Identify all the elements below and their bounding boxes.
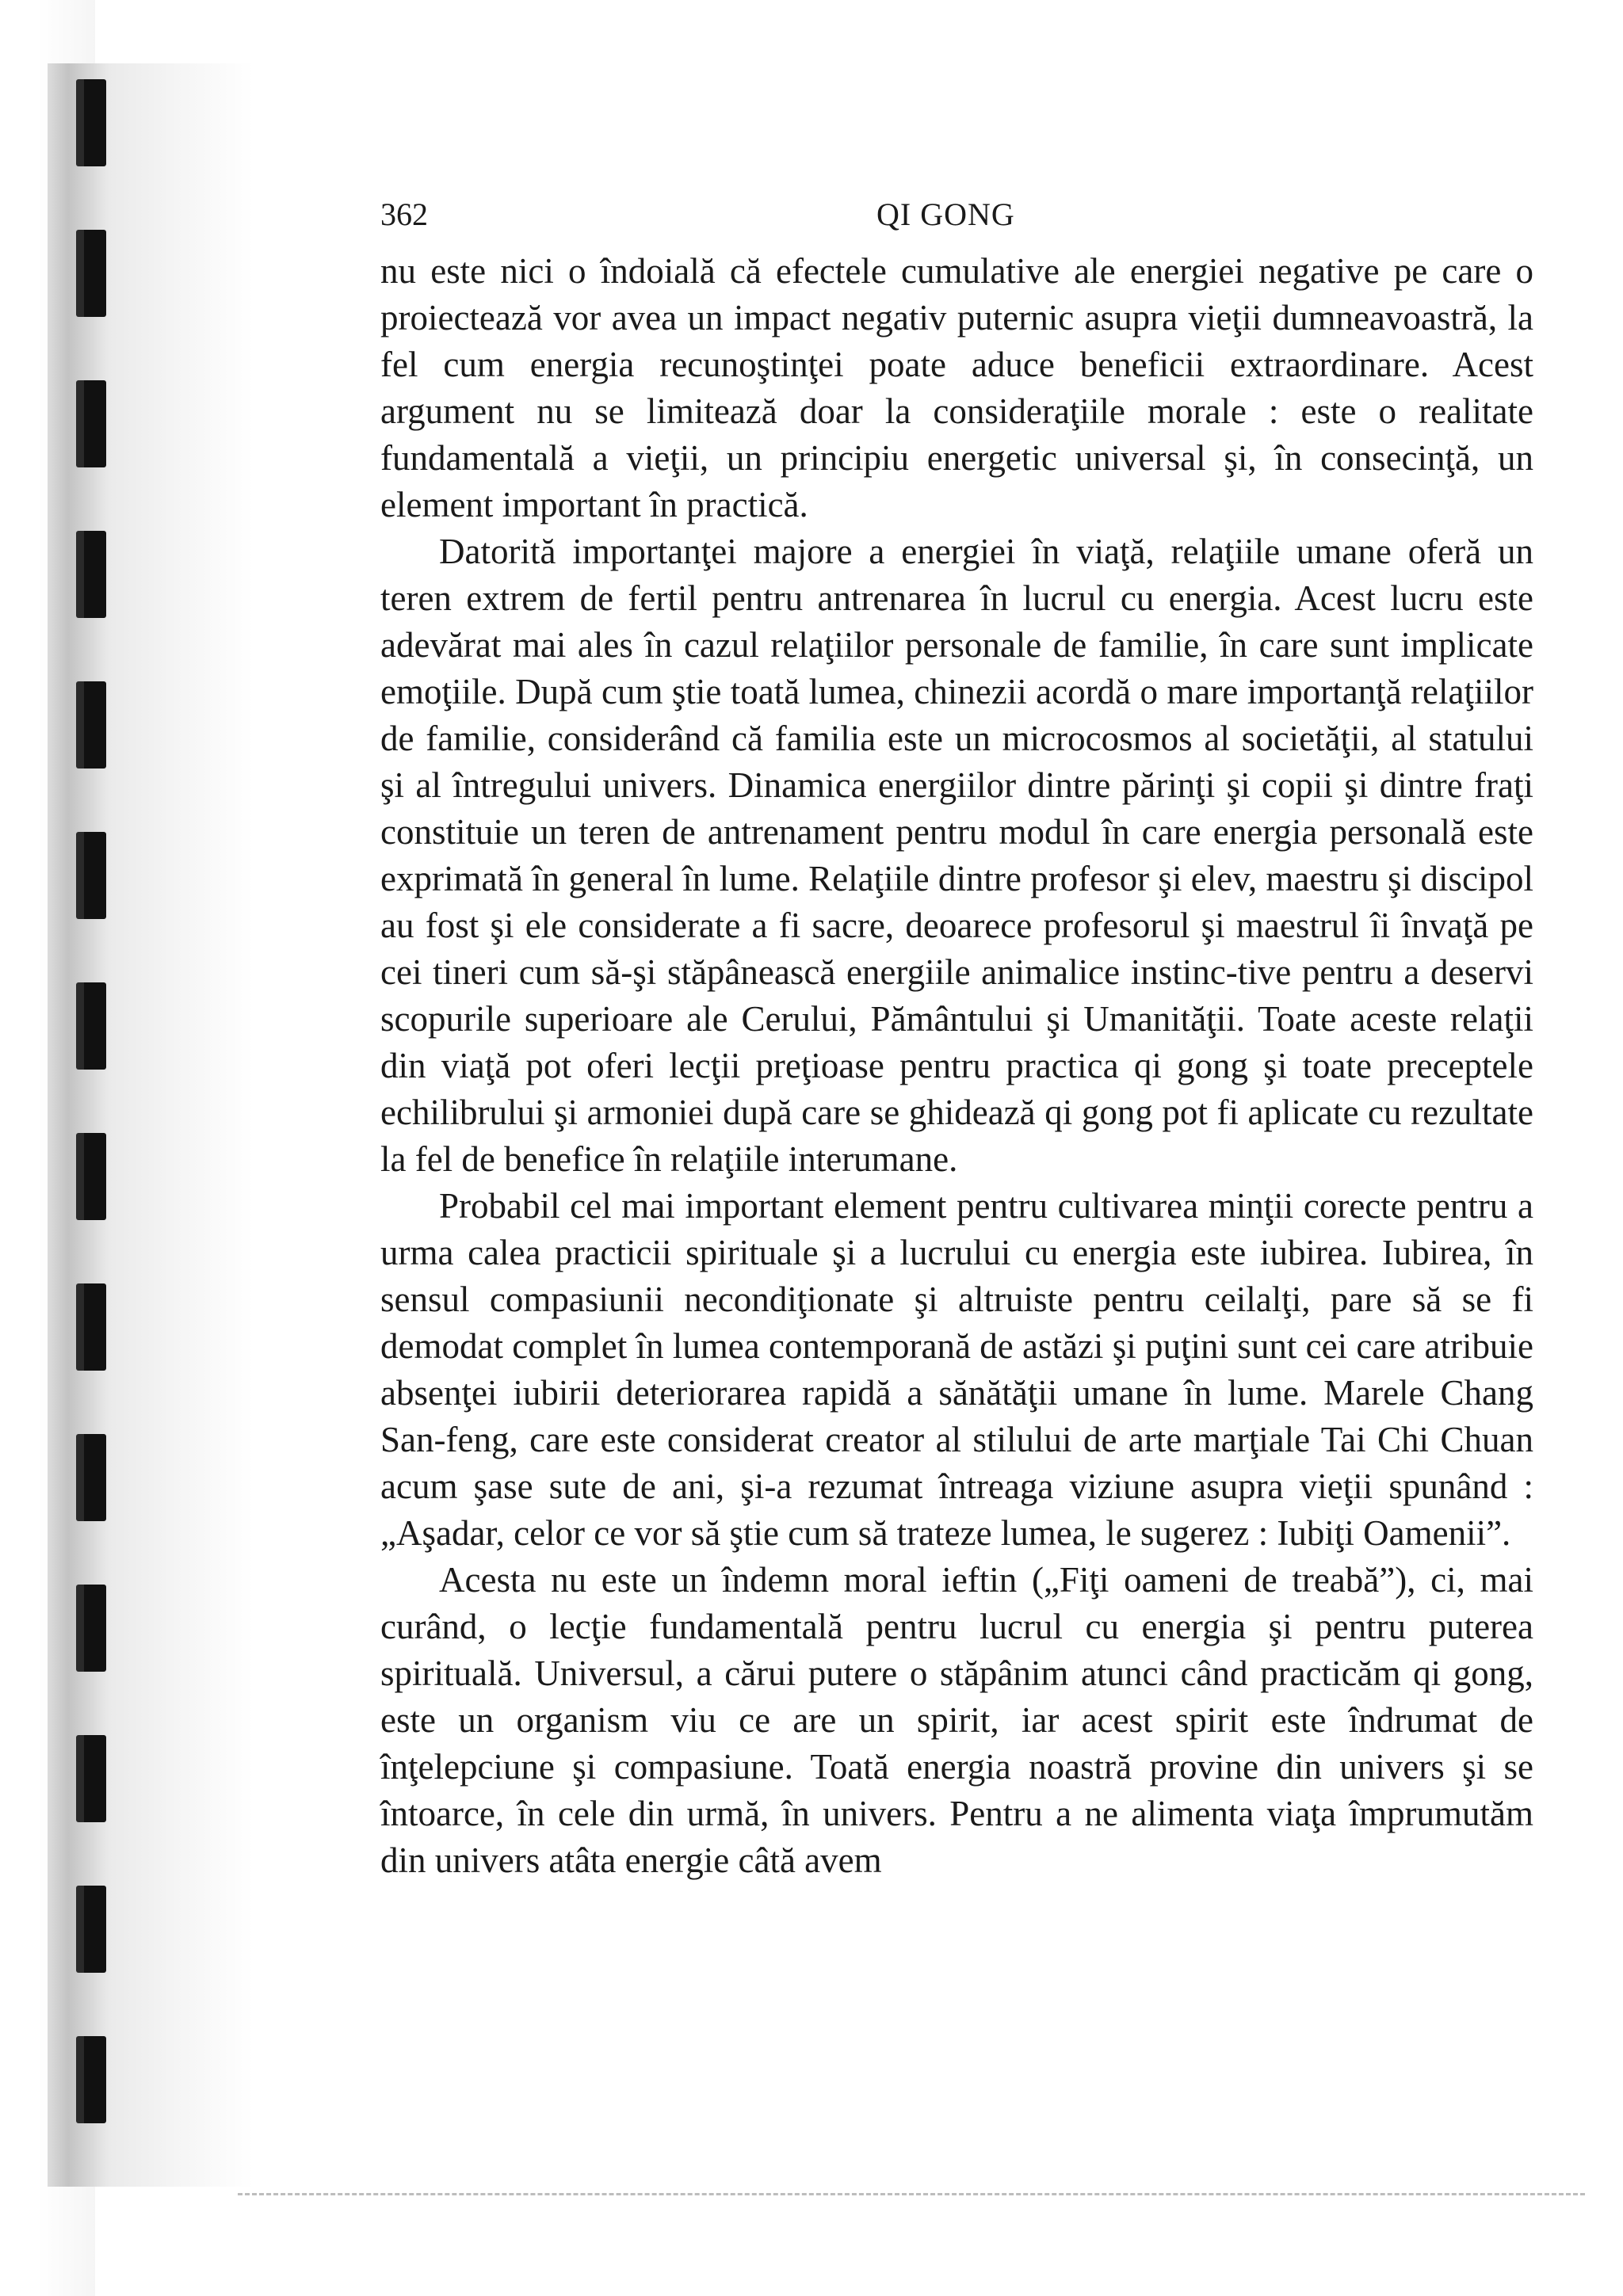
paragraph: Probabil cel mai important element pentru cultivarea minţii corecte pentru a urma calea practicii spirituale şi a lucrului cu energia este iubirea. Iubirea, în sensul compasiunii necondiţionate şi altruiste pentru ceilalţi, pare să se fi demodat complet în lumea contemporană de astăzi şi puţini sunt cei care atribuie absenţei iubirii deteriorarea rapidă a sănătăţii umane în lume. Marele Chang San-feng, care este considerat creator al stilului de arte marţiale Tai Chi Chuan acum şase sute de ani, şi-a rezumat întreaga viziune asupra vieţii spunând : „Aşadar, celor ce vor să ştie cum să trateze lumea, le sugerez : Iubiţi Oamenii”.: [380, 1186, 1533, 1553]
binding-hole: [76, 1434, 106, 1521]
page-number: 362: [380, 196, 428, 232]
binding-holes: [76, 79, 108, 2155]
binding-hole: [76, 230, 106, 317]
binding-hole: [76, 1283, 106, 1371]
scan-edge-line: [238, 2193, 1585, 2195]
binding-hole: [76, 1735, 106, 1822]
binding-hole: [76, 681, 106, 769]
binding-hole: [76, 2036, 106, 2123]
page-header: [380, 186, 1533, 234]
binding-hole: [76, 982, 106, 1070]
binding-hole: [76, 531, 106, 618]
body-text: [380, 248, 1533, 1884]
binding-hole: [76, 79, 106, 166]
binding-hole: [76, 1886, 106, 1973]
binding-hole: [76, 832, 106, 919]
binding-hole: [76, 1133, 106, 1220]
running-title: QI GONG: [876, 196, 1015, 232]
paragraph: Acesta nu este un îndemn moral ieftin („Fiţi oameni de treabă”), ci, mai curând, o lecţie fundamentală pentru lucrul cu energia şi pentru puterea spirituală. Universul, a cărui putere o stăpânim atunci când practicăm qi gong, este un organism viu ce are un spirit, iar acest spirit este îndrumat de înţelepciune şi compasiune. Toată energia noastră provine din univers şi se întoarce, în cele din urmă, în univers. Pentru a ne alimenta viaţa împrumutăm din univers atâta energie câtă avem: [380, 1560, 1533, 1880]
paragraph-continued: nu este nici o îndoială că efectele cumulative ale energiei negative pe care o proiectează vor avea un impact negativ puternic asupra vieţii dumneavoastră, la fel cum energia recunoştinţei poate aduce beneficii extraordinare. Acest argument nu se limitează doar la consideraţiile morale : este o realitate fundamentală a vieţii, un principiu energetic universal şi, în consecinţă, un element important în practică.: [380, 251, 1533, 524]
paragraph: Datorită importanţei majore a energiei în viaţă, relaţiile umane oferă un teren extrem de fertil pentru antrenarea în lucrul cu energia. Acest lucru este adevărat mai ales în cazul relaţiilor personale de familie, în care sunt implicate emoţiile. După cum ştie toată lumea, chinezii acordă o mare importanţă relaţiilor de familie, considerând că familia este un microcosmos al societăţii, al statului şi al întregului univers. Dinamica energiilor dintre părinţi şi copii şi dintre fraţi constituie un teren de antrenament pentru modul în care energia personală este exprimată în general în lume. Relaţiile dintre profesor şi elev, maestru şi discipol au fost şi ele considerate a fi sacre, deoarece profesorul şi maestrul îi învaţă pe cei tineri cum să-şi stăpânească energiile animalice instinc-tive pentru a deservi scopurile superioare ale Cerului, Pământului şi Umanităţii. Toate aceste relaţii din viaţă pot oferi lecţii preţioase pentru practica qi gong şi toate preceptele echilibrului şi armoniei după care se ghidează qi gong pot fi aplicate cu rezultate la fel de benefice în relaţiile interumane.: [380, 532, 1533, 1179]
binding-hole: [76, 380, 106, 467]
binding-hole: [76, 1585, 106, 1672]
book-page: [380, 186, 1533, 1884]
